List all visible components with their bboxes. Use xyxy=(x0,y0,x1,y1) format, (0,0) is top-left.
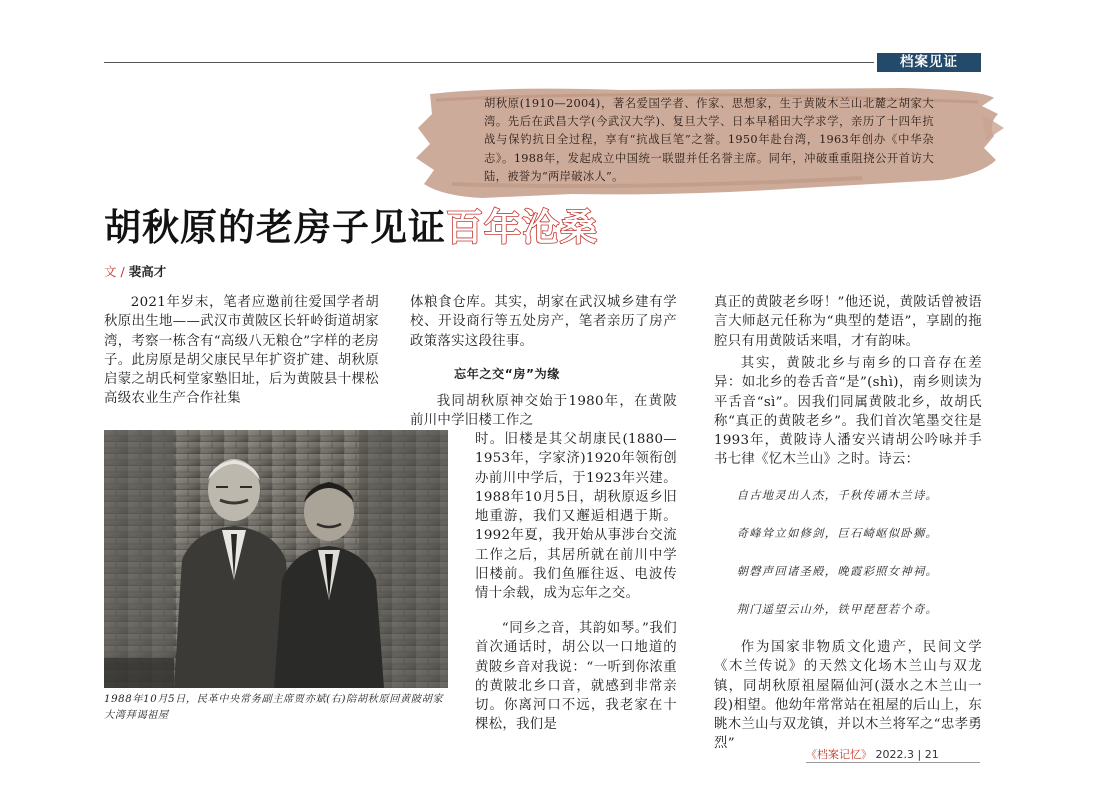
col2-paragraph-2-cont: 时。旧楼是其父胡康民(1880—1953年，字家济)1920年领衔创办前川中学后，于1923年兴建。1988年10月5日，胡秋原返乡旧地重游，我们又邂逅相遇于斯。1992年夏，我开始从事涉台交流工作之后，其居所就在前川中学旧楼前。我们鱼雁往返、电波传情十余载，成为忘年之交。 xyxy=(475,432,677,602)
article-title xyxy=(104,203,598,253)
title-accent: 百年沧桑 xyxy=(446,206,598,249)
byline xyxy=(104,262,166,280)
col2-paragraph-2-start: 我同胡秋原神交始于1980年，在黄陂前川中学旧楼工作之 xyxy=(410,394,677,429)
subheading: 忘年之交“房”为缘 xyxy=(454,367,560,381)
col2-paragraph-3: “同乡之音，其韵如琴。”我们首次通话时，胡公以一口地道的黄陂乡音对我说：“一听到你浓重的黄陂北乡口音，就感到非常亲切。你离河口不远，我老家在十棵松，我们是 xyxy=(475,621,677,733)
poem-line-1: 自古地灵出人杰，千秋传诵木兰诗。 xyxy=(736,489,939,502)
col3-paragraph-1: 真正的黄陂老乡呀！”他还说，黄陂话曾被语言大师赵元任称为“典型的楚语”，享剧的拖腔只有用黄陂话来唱，才有韵味。 xyxy=(714,295,982,349)
header-rule xyxy=(104,62,874,63)
title-main: 胡秋原的老房子见证 xyxy=(104,206,446,249)
page-number: 21 xyxy=(924,748,939,761)
poem-line-2: 奇峰耸立如修剑，巨石崎岖似卧狮。 xyxy=(736,527,939,540)
section-tag: 档案见证 xyxy=(877,53,981,72)
footer-rule xyxy=(806,762,980,763)
col3-paragraph-3: 作为国家非物质文化遗产，民间文学《木兰传说》的天然文化场木兰山与双龙镇，同胡秋原祖屋隔仙河(滠水之木兰山一段)相望。他幼年常常站在祖屋的后山上，东眺木兰山与双龙镇，并以木兰将军之“忠孝勇烈” xyxy=(714,640,982,752)
photo-illustration xyxy=(104,430,448,688)
col1-paragraph-1: 2021年岁末，笔者应邀前往爱国学者胡秋原出生地——武汉市黄陂区长轩岭街道胡家湾，考察一栋含有“高级八无粮仓”字样的老房子。此房原是胡父康民早年扩资扩建、胡秋原启蒙之胡氏柯堂家塾旧址，后为黄陂县十棵松高级农业生产合作社集 xyxy=(104,295,379,407)
footer xyxy=(806,746,939,762)
poem-line-3: 朝磬声回诸圣殿，晚霞彩照女神祠。 xyxy=(736,565,939,578)
intro-text: 胡秋原(1910—2004)，著名爱国学者、作家、思想家，生于黄陂木兰山北麓之胡家大湾。先后在武昌大学(今武汉大学)、复旦大学、日本早稻田大学求学，亲历了十四年抗战与保钓抗日全过程，享有“抗战巨笔”之誉。1950年赴台湾，1963年创办《中华杂志》。1988年，发起成立中国统一联盟并任名誉主席。同年，冲破重重阻挠公开首访大陆，被誉为“两岸破冰人”。 xyxy=(484,97,934,183)
poem-line-4: 荆门遥望云山外，铁甲琵琶若个奇。 xyxy=(736,603,939,616)
col2-paragraph-1: 体粮食仓库。其实，胡家在武汉城乡建有学校、开设商行等五处房产，笔者亲历了房产政策落实这段往事。 xyxy=(410,295,677,349)
col3-paragraph-2: 其实，黄陂北乡与南乡的口音存在差异：如北乡的卷舌音“是”(shì)，南乡则读为平舌音“sì”。因我们同属黄陂北乡，故胡氏称“真正的黄陂老乡”。我们首次笔墨交往是1993年，黄陂诗人潘安兴请胡公吟咏并手书七律《忆木兰山》之时。诗云： xyxy=(714,356,982,468)
footer-magazine: 《档案记忆》 xyxy=(806,748,872,761)
historic-photo xyxy=(104,430,448,688)
photo-caption: 1988年10月5日，民革中央常务副主席贾亦斌(右)陪胡秋原回黄陂胡家大湾拜谒祖屋 xyxy=(104,694,444,721)
byline-prefix: 文 xyxy=(104,264,117,279)
byline-author: 裴高才 xyxy=(128,264,167,279)
byline-slash: / xyxy=(120,264,125,279)
footer-separator: | xyxy=(917,748,922,761)
footer-issue: 2022.3 xyxy=(875,748,914,761)
